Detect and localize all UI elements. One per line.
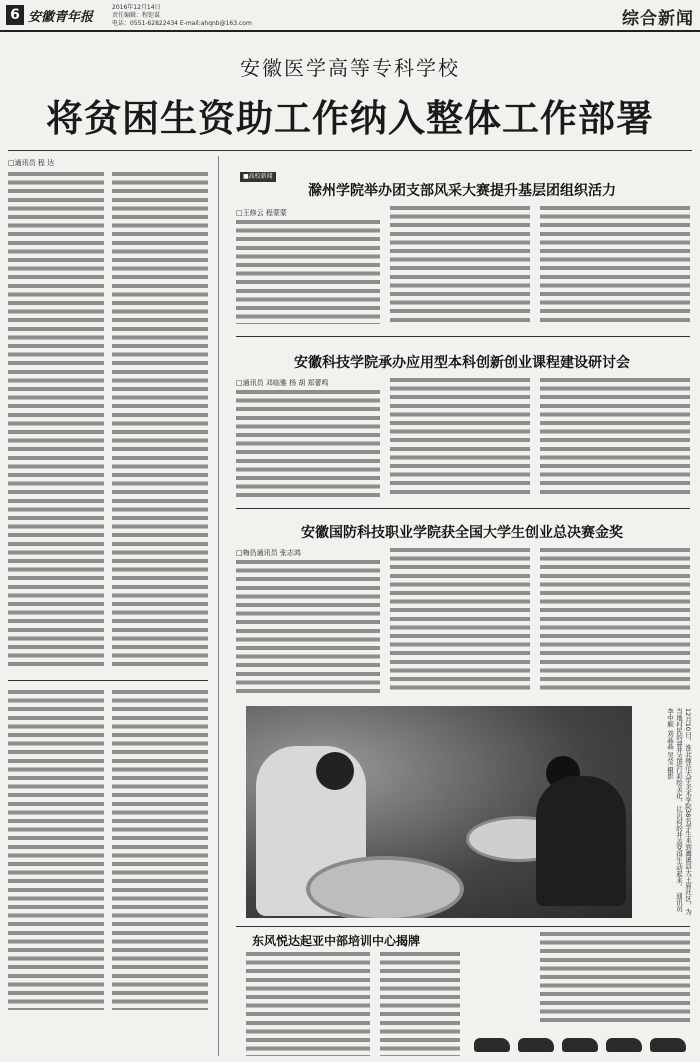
- masthead: [0, 0, 700, 32]
- continued-body-col2: [112, 690, 208, 1010]
- photo-caption: 12月10日，淮北师范大学美术学院38名学生来到濉溪县大王庙社区，为当地村民的窨井盖进行彩绘美化，让沉闷的井盖变得生动起来。 通讯员 李中顺 刘晶晶 吴莹 摄影: [666, 708, 692, 915]
- sidebar-article-byline-2: □通讯员 邓临雅 杨 胡 郑蕾鸣: [236, 379, 329, 387]
- sidebar-article-2-col1: [236, 390, 380, 498]
- sidebar-divider-2: [236, 508, 690, 509]
- sidebar-article-3-col2: [390, 548, 530, 694]
- car-image: [474, 1038, 510, 1052]
- sidebar-article-1-col3: [540, 206, 690, 324]
- bottom-article-col1: [246, 952, 370, 1056]
- page-number: 6: [6, 5, 24, 25]
- sidebar-article-1-col2: [390, 206, 530, 324]
- section-name: 综合新闻: [622, 9, 694, 29]
- car-image: [518, 1038, 554, 1052]
- contact-line: 电话：0551-62822434 E-mail:ahqnb@163.com: [112, 20, 252, 27]
- sidebar-tag: ■高校新闻: [240, 172, 276, 182]
- main-byline: □通讯员 程 达: [8, 159, 55, 167]
- sidebar-article-title-3: 安徽国防科技职业学院获全国大学生创业总决赛金奖: [301, 525, 623, 541]
- continued-body-col1: [8, 690, 104, 1010]
- car-ad-strip: [470, 1022, 692, 1058]
- sidebar-article-2-col3: [540, 378, 690, 498]
- main-body-col1: [8, 172, 104, 670]
- masthead-meta: [112, 4, 252, 28]
- article-kicker: 安徽医学高等专科学校: [240, 56, 460, 80]
- sidebar-divider-1: [236, 336, 690, 337]
- car-image: [562, 1038, 598, 1052]
- photo-person-left-head: [316, 752, 354, 790]
- main-body-col2: [112, 172, 208, 670]
- sidebar-article-2-col2: [390, 378, 530, 498]
- date-line: 2016年12月14日: [112, 4, 161, 11]
- sidebar-article-byline-1: □王修云 程蒙蒙: [236, 209, 287, 217]
- headline-rule: [8, 150, 692, 151]
- bottom-article-col3: [540, 932, 690, 1022]
- column-rule: [218, 156, 219, 1056]
- news-photo: [246, 706, 632, 918]
- sidebar-article-3-col3: [540, 548, 690, 694]
- bottom-article-col2: [380, 952, 460, 1056]
- left-divider: [8, 680, 208, 681]
- sidebar-article-byline-3: □梅仍通讯员 张志鸿: [236, 549, 301, 557]
- paper-name: 安徽青年报: [28, 10, 94, 25]
- sidebar-article-title-2: 安徽科技学院承办应用型本科创新创业课程建设研讨会: [294, 355, 630, 371]
- article-headline: 将贫困生资助工作纳入整体工作部署: [46, 96, 654, 140]
- bottom-divider: [236, 926, 690, 927]
- sidebar-article-3-col1: [236, 560, 380, 694]
- editor-line: 责任编辑：程钜谋: [112, 12, 161, 19]
- car-image: [606, 1038, 642, 1052]
- photo-person-right: [536, 776, 626, 906]
- bottom-article-title: 东风悦达起亚中部培训中心揭牌: [251, 934, 420, 948]
- photo-manhole-cover-1: [306, 856, 464, 918]
- sidebar-article-title-1: 滁州学院举办团支部风采大赛提升基层团组织活力: [308, 183, 616, 199]
- sidebar-article-1-col1: [236, 220, 380, 324]
- car-image: [650, 1038, 686, 1052]
